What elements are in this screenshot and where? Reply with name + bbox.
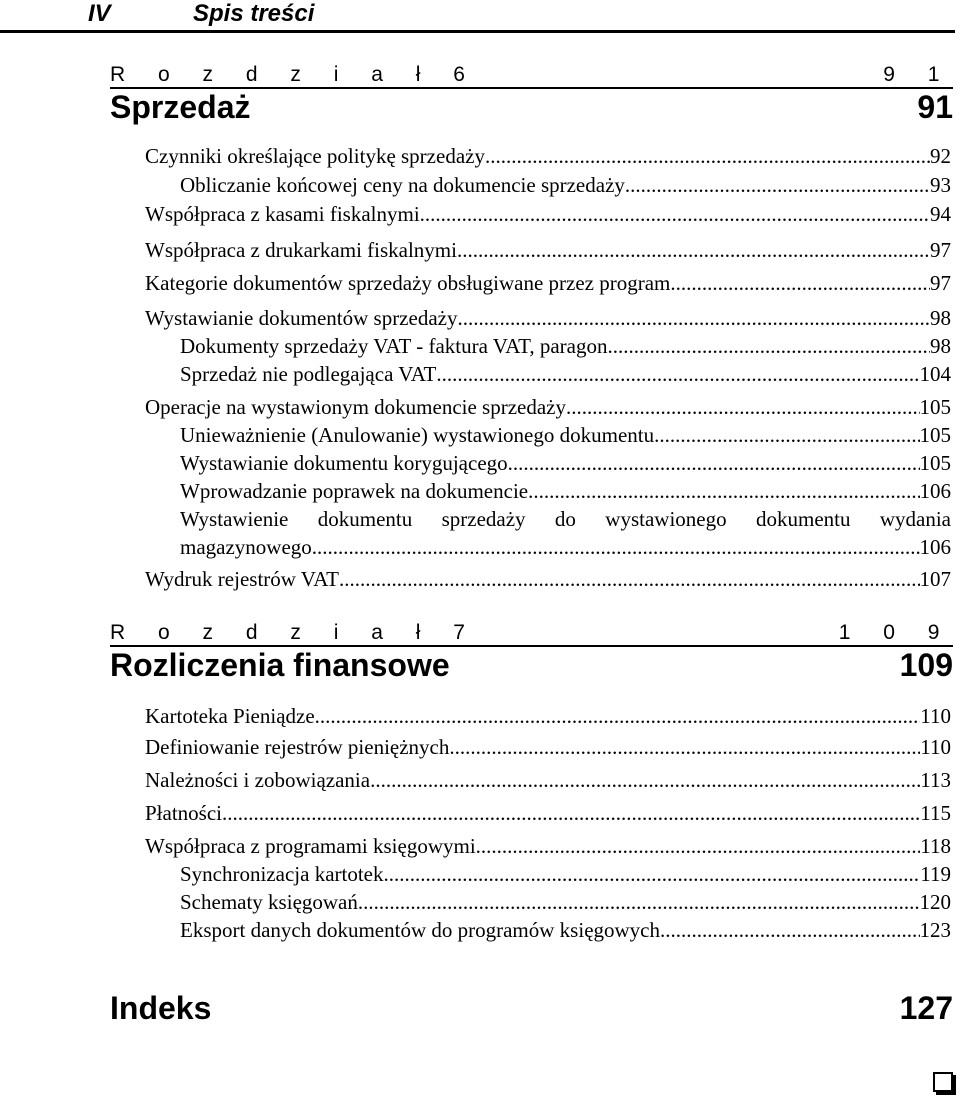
toc-entry[interactable]: Współpraca z programami księgowymi ..... 118: [145, 832, 951, 860]
chapter-6-heading: [110, 63, 953, 133]
toc-entry[interactable]: Kartoteka Pieniądze ..... 110: [145, 702, 951, 730]
chapter-title-row: [110, 647, 953, 691]
toc-entry[interactable]: Operacje na wystawionym dokumencie sprzedaży ..... 105: [145, 393, 951, 421]
toc-entry[interactable]: Wprowadzanie poprawek na dokumencie ..... 106: [180, 477, 951, 505]
toc-entry[interactable]: Wydruk rejestrów VAT ..... 107: [145, 565, 951, 593]
toc-entry[interactable]: Współpraca z kasami fiskalnymi ..... 94: [145, 200, 951, 228]
chapter-label-page: 9 1: [883, 63, 953, 86]
toc-entry[interactable]: Synchronizacja kartotek ..... 119: [180, 860, 951, 888]
chapter-7-heading: [110, 621, 953, 691]
toc-entry[interactable]: Kategorie dokumentów sprzedaży obsługiwane przez program ..... 97: [145, 269, 951, 297]
index-page: 127: [899, 990, 953, 1026]
chapter-label-text: R o z d z i a ł 6: [110, 63, 479, 86]
end-of-section-box-icon: [933, 1072, 953, 1092]
running-header: [0, 0, 955, 33]
toc-entry[interactable]: Współpraca z drukarkami fiskalnymi ..... 97: [145, 236, 951, 264]
chapter-label-page: 1 0 9: [838, 621, 953, 644]
toc-entry[interactable]: magazynowego ..... 106: [180, 533, 951, 561]
header-page-number: IV: [88, 0, 111, 27]
toc-entry[interactable]: Sprzedaż nie podlegająca VAT ..... 104: [180, 360, 951, 388]
toc-entry[interactable]: Płatności ..... 115: [145, 799, 951, 827]
toc-entry[interactable]: Wystawianie dokumentu korygującego ..... 105: [180, 449, 951, 477]
toc-entry[interactable]: Obliczanie końcowej ceny na dokumencie sprzedaży ..... 93: [180, 171, 951, 199]
chapter-label-text: R o z d z i a ł 7: [110, 621, 479, 644]
toc-entry[interactable]: Dokumenty sprzedaży VAT - faktura VAT, paragon ..... 98: [180, 332, 951, 360]
index-title: Indeks: [110, 990, 212, 1026]
toc-entry[interactable]: Eksport danych dokumentów do programów księgowych ..... 123: [180, 916, 951, 944]
toc-entry[interactable]: Schematy księgowań ..... 120: [180, 888, 951, 916]
toc-entry-line1: Wystawienie dokumentu sprzedaży do wystawionego dokumentu wydania: [180, 507, 951, 531]
chapter-label: [110, 63, 953, 89]
chapter-label: [110, 621, 953, 647]
chapter-title-row: [110, 89, 953, 133]
toc-entry[interactable]: Czynniki określające politykę sprzedaży ..... 92: [145, 142, 951, 170]
chapter-page: 109: [899, 647, 953, 683]
chapter-title: Rozliczenia finansowe: [110, 647, 450, 683]
header-title: Spis treści: [193, 0, 315, 27]
index-heading: [110, 990, 953, 1034]
toc-entry[interactable]: Definiowanie rejestrów pieniężnych ..... 110: [145, 733, 951, 761]
chapter-title: Sprzedaż: [110, 89, 251, 125]
toc-entry[interactable]: Należności i zobowiązania ..... 113: [145, 766, 951, 794]
chapter-page: 91: [917, 89, 953, 125]
toc-entry[interactable]: Wystawianie dokumentów sprzedaży ..... 98: [145, 304, 951, 332]
toc-entry[interactable]: Unieważnienie (Anulowanie) wystawionego dokumentu ..... 105: [180, 421, 951, 449]
